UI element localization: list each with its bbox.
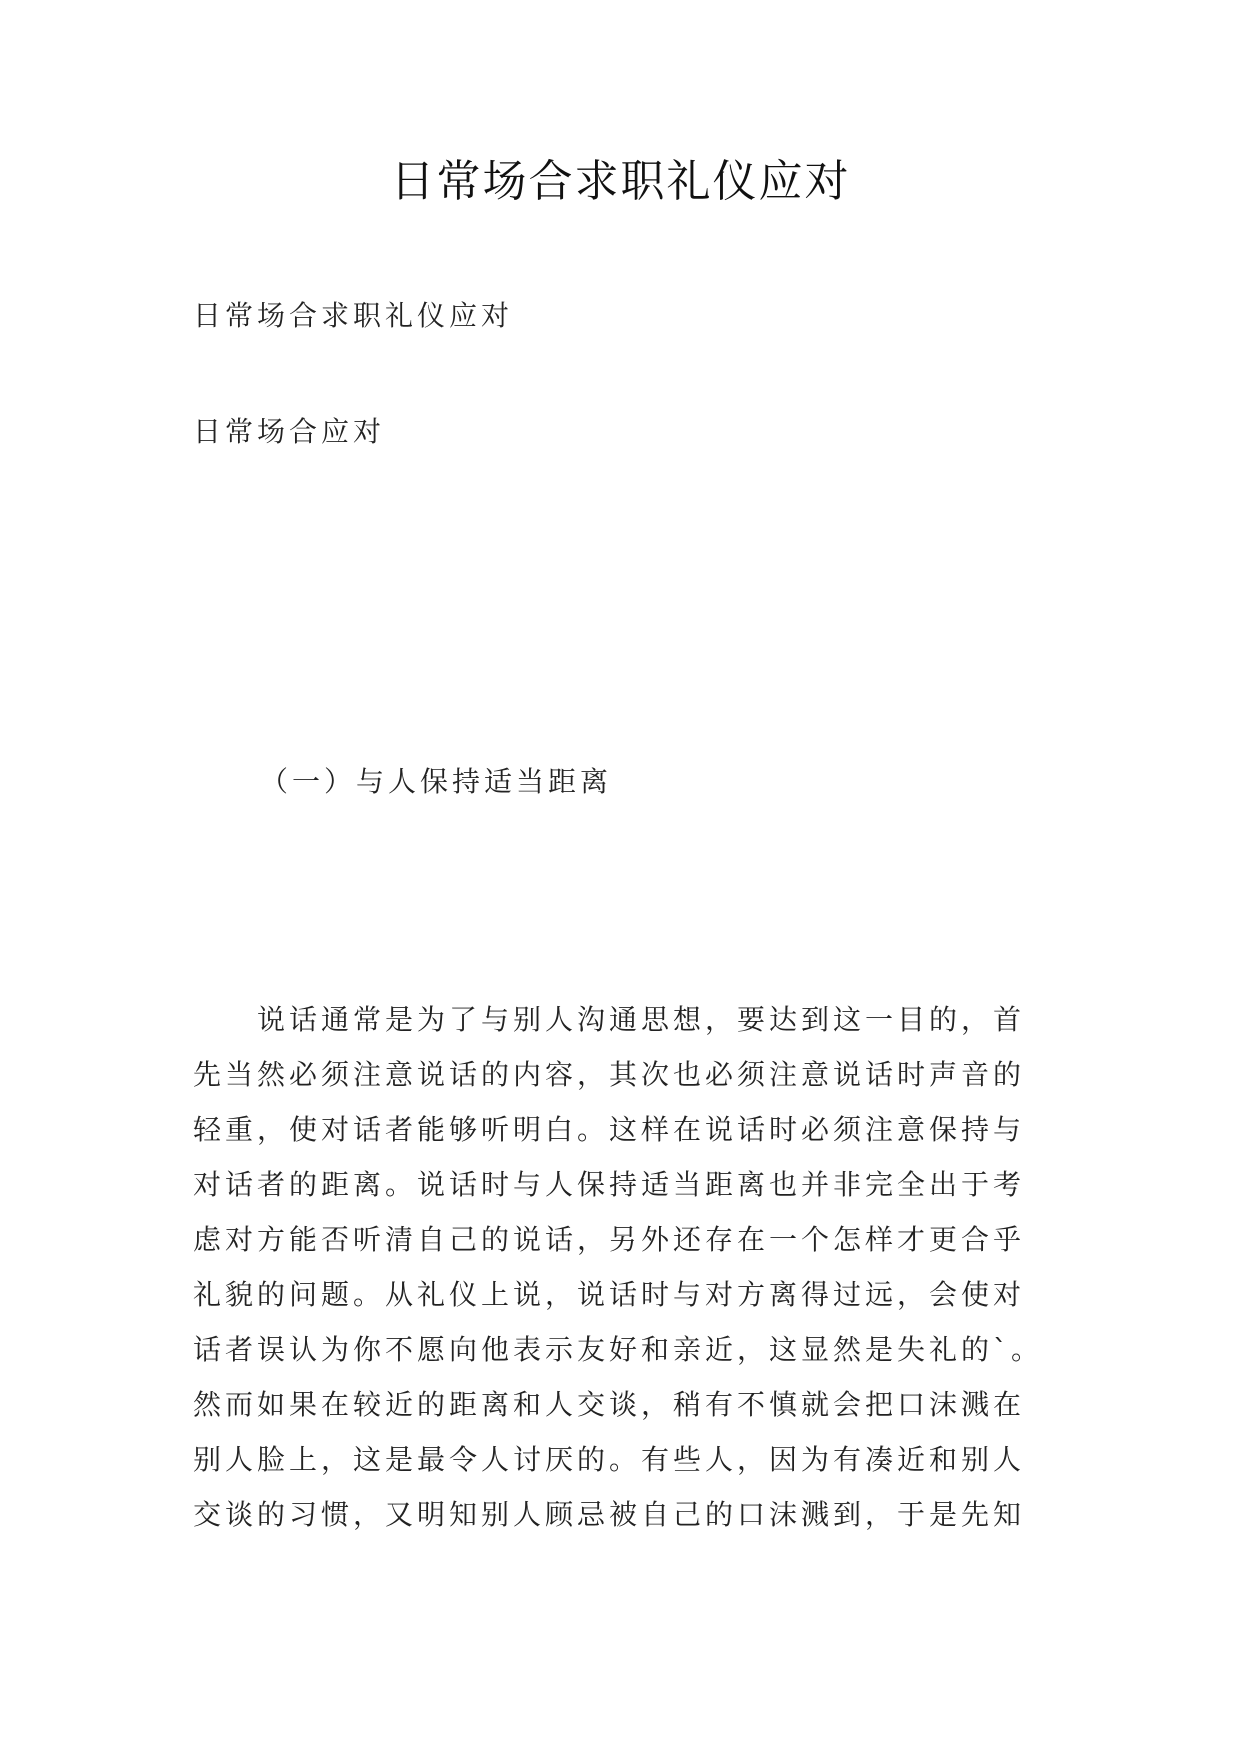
subtitle-line: 日常场合求职礼仪应对 (193, 299, 514, 332)
paragraph-line: 交谈的习惯，又明知别人顾忌被自己的口沫溅到，于是先知 (193, 1498, 1026, 1531)
paragraph-line: 对话者的距离。说话时与人保持适当距离也并非完全出于考 (193, 1168, 1026, 1201)
paragraph-line: 礼貌的问题。从礼仪上说，说话时与对方离得过远，会使对 (193, 1278, 1026, 1311)
paragraph-line: 说话通常是为了与别人沟通思想，要达到这一目的，首 (257, 1003, 1026, 1036)
paragraph-line: 话者误认为你不愿向他表示友好和亲近，这显然是失礼的`。 (193, 1333, 1044, 1366)
body-paragraph (193, 992, 1073, 1542)
paragraph-line: 轻重，使对话者能够听明白。这样在说话时必须注意保持与 (193, 1113, 1026, 1146)
paragraph-line: 虑对方能否听清自己的说话，另外还存在一个怎样才更合乎 (193, 1223, 1026, 1256)
subheading-line: 日常场合应对 (193, 415, 386, 448)
section-heading: （一）与人保持适当距离 (260, 765, 613, 798)
document-title: 日常场合求职礼仪应对 (390, 156, 851, 207)
paragraph-line: 别人脸上，这是最令人讨厌的。有些人，因为有凑近和别人 (193, 1443, 1026, 1476)
paragraph-line: 然而如果在较近的距离和人交谈，稍有不慎就会把口沫溅在 (193, 1388, 1026, 1421)
paragraph-line: 先当然必须注意说话的内容，其次也必须注意说话时声音的 (193, 1058, 1026, 1091)
